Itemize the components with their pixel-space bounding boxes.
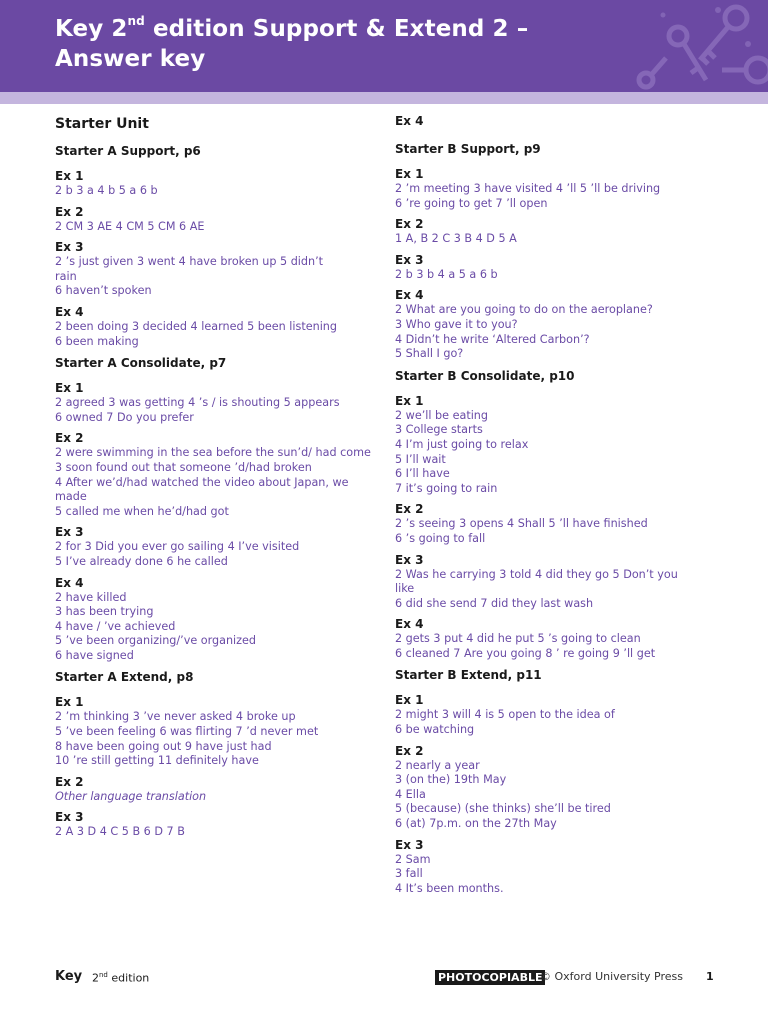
exercise-block: [395, 253, 715, 283]
answer-line: 6 ’re going to get 7 ’ll open: [395, 196, 548, 210]
exercise-title: Ex 2: [55, 431, 84, 446]
answer-line: 3 fall: [395, 867, 423, 881]
page-header: [0, 0, 768, 92]
exercise-block: [55, 381, 380, 425]
unit-title: Starter Unit: [55, 116, 149, 132]
answer-line: 1 A, B 2 C 3 B 4 D 5 A: [395, 232, 517, 246]
exercise-block: [55, 205, 380, 235]
left-sections: [55, 143, 380, 840]
answer-line: 6 I’ll have: [395, 467, 450, 481]
answer-line: 2 ’m thinking 3 ’ve never asked 4 broke up: [55, 710, 296, 724]
answer-line: 6 owned 7 Do you prefer: [55, 410, 194, 424]
exercise-block: [395, 288, 715, 361]
answer-line: 2 we’ll be eating: [395, 408, 489, 422]
answer-line: 2 ’m meeting 3 have visited 4 ’ll 5 ’ll be driving: [395, 182, 661, 195]
answer-line: 3 has been trying: [55, 605, 154, 619]
answer-line: 6 ’s going to fall: [395, 531, 486, 545]
edition-sup: nd: [99, 971, 108, 979]
exercise-block: [55, 775, 380, 805]
section-title: Starter A Extend, p8: [55, 670, 194, 685]
answer-line: 6 be watching: [395, 723, 475, 737]
exercise-title: Ex 4: [395, 617, 424, 632]
exercise-title: Ex 1: [395, 167, 424, 181]
answer-line: Other language translation: [55, 789, 207, 803]
right-sections: [395, 141, 715, 896]
header-strip: [0, 92, 768, 104]
keys-decoration-icon: [618, 0, 768, 92]
answer-line: 4 It’s been months.: [395, 881, 504, 895]
exercise-title: Ex 3: [395, 837, 424, 852]
answer-line: 3 soon found out that someone ’d/had broken: [55, 460, 312, 474]
photocopiable-badge: PHOTOCOPIABLE: [435, 970, 545, 985]
answer-line: rain: [55, 269, 77, 283]
answer-line: 2 agreed 3 was getting 4 ’s / is shouting 5 appears: [55, 396, 340, 410]
edition-num: 2: [92, 971, 99, 985]
answer-line: 2 were swimming in the sea before the sun’d/ had come: [55, 446, 371, 460]
answer-line: 4 After we’d/had watched the video about Japan, we: [55, 475, 349, 489]
exercise-block: [395, 394, 715, 497]
section-title: Starter B Extend, p11: [395, 668, 542, 683]
exercise-title: Ex 1: [55, 695, 84, 710]
answer-line: 4 Didn’t he write ‘Altered Carbon’?: [395, 332, 590, 346]
answer-line: 2 Was he carrying 3 told 4 did they go 5 Don’t you: [395, 567, 678, 581]
title-sup: nd: [127, 14, 145, 28]
exercise-title: Ex 4: [55, 575, 84, 590]
exercise-block: [395, 617, 715, 661]
answer-line: 8 have been going out 9 have just had: [55, 739, 272, 753]
left-column: [55, 114, 380, 846]
answer-line: 5 ’ve been feeling 6 was flirting 7 ’d never met: [55, 725, 319, 739]
exercise-block: [395, 693, 715, 737]
edition-text: edition: [107, 971, 150, 985]
exercise-title: Ex 1: [395, 393, 424, 408]
answer-line: 2 ’s just given 3 went 4 have broken up 5 didn’t: [55, 255, 324, 269]
answer-line: 2 nearly a year: [395, 758, 480, 772]
exercise-title: Ex 2: [395, 743, 424, 758]
answer-line: 4 Ella: [395, 787, 426, 801]
exercise-block: [395, 114, 715, 129]
answer-line: 5 ’ve been organizing/’ve organized: [55, 634, 257, 648]
exercise-block: [395, 744, 715, 832]
exercise-block: [395, 167, 715, 211]
exercise-block: [395, 838, 715, 897]
exercise-block: [395, 217, 715, 247]
answer-line: 5 (because) (she thinks) she’ll be tired: [395, 802, 611, 816]
answer-line: 6 cleaned 7 Are you going 8 ’ re going 9 ’ll get: [395, 646, 656, 660]
section-title: Starter A Consolidate, p7: [55, 356, 227, 371]
answer-line: 2 Sam: [395, 852, 431, 866]
answer-line: 3 (on the) 19th May: [395, 773, 507, 787]
answer-line: 10 ’re still getting 11 definitely have: [55, 754, 259, 768]
answer-line: 3 College starts: [395, 423, 483, 437]
answer-line: 2 What are you going to do on the aeroplane?: [395, 303, 653, 317]
answer-line: 5 Shall I go?: [395, 347, 464, 361]
exercise-title: Ex 4: [395, 114, 424, 128]
page-number: 1: [706, 970, 714, 983]
answer-line: 2 gets 3 put 4 did he put 5 ’s going to clean: [395, 632, 641, 646]
section-title: Starter A Support, p6: [55, 144, 201, 158]
answer-line: 6 been making: [55, 334, 139, 348]
exercise-title: Ex 4: [395, 288, 424, 303]
exercise-title: Ex 1: [55, 381, 84, 396]
answer-line: 4 I’m just going to relax: [395, 437, 529, 451]
exercise-block: [55, 240, 380, 299]
copyright-text: © Oxford University Press: [540, 970, 684, 983]
answer-line: 5 I’ve already done 6 he called: [55, 554, 228, 568]
exercise-title: Ex 3: [395, 552, 424, 567]
exercise-title: Ex 2: [395, 217, 424, 232]
answer-line: 5 I’ll wait: [395, 452, 446, 466]
page-title: [55, 14, 528, 74]
exercise-block: [55, 525, 380, 569]
answer-line: 2 b 3 a 4 b 5 a 6 b: [55, 184, 158, 197]
answer-line: 3 Who gave it to you?: [395, 317, 518, 331]
exercise-block: [55, 810, 380, 840]
exercise-block: [395, 502, 715, 546]
page-footer: [0, 966, 768, 990]
answer-line: 2 for 3 Did you ever go sailing 4 I’ve visited: [55, 540, 300, 554]
footer-key: Key: [55, 969, 83, 984]
exercise-title: Ex 2: [55, 774, 84, 789]
exercise-title: Ex 2: [55, 204, 84, 219]
right-column: [395, 114, 715, 902]
title-line2: Answer key: [55, 46, 206, 72]
footer-edition: [92, 971, 149, 985]
exercise-title: Ex 2: [395, 502, 424, 517]
answer-line: 2 b 3 b 4 a 5 a 6 b: [395, 267, 498, 281]
answer-line: like: [395, 582, 415, 596]
answer-line: 2 ’s seeing 3 opens 4 Shall 5 ’ll have finished: [395, 517, 648, 531]
exercise-block: [55, 169, 380, 199]
exercise-block: [395, 553, 715, 612]
answer-line: 2 CM 3 AE 4 CM 5 CM 6 AE: [55, 219, 205, 233]
exercise-title: Ex 3: [55, 240, 84, 255]
answer-line: made: [55, 490, 87, 504]
answer-line: 6 (at) 7p.m. on the 27th May: [395, 817, 557, 831]
exercise-title: Ex 4: [55, 304, 84, 319]
exercise-block: [55, 305, 380, 349]
answer-line: 5 called me when he’d/had got: [55, 504, 229, 518]
answer-line: 2 A 3 D 4 C 5 B 6 D 7 B: [55, 825, 185, 839]
exercise-title: Ex 3: [55, 525, 84, 540]
exercise-block: [55, 695, 380, 768]
answer-line: 6 haven’t spoken: [55, 284, 152, 298]
answer-line: 6 have signed: [55, 648, 134, 662]
answer-line: 6 did she send 7 did they last wash: [395, 596, 594, 610]
answer-line: 7 it’s going to rain: [395, 481, 498, 495]
answer-line: 2 have killed: [55, 590, 127, 604]
exercise-title: Ex 1: [395, 693, 424, 708]
exercise-title: Ex 3: [395, 252, 424, 267]
section-title: Starter B Consolidate, p10: [395, 368, 575, 383]
answer-line: 4 have / ’ve achieved: [55, 619, 176, 633]
answer-line: 2 might 3 will 4 is 5 open to the idea of: [395, 708, 615, 722]
answer-line: 2 been doing 3 decided 4 learned 5 been listening: [55, 319, 337, 333]
title-part2: edition Support & Extend 2 –: [144, 16, 529, 42]
exercise-title: Ex 1: [55, 169, 84, 183]
section-title: Starter B Support, p9: [395, 142, 541, 156]
title-part1: Key 2: [55, 16, 128, 42]
exercise-title: Ex 3: [55, 810, 84, 825]
exercise-block: [55, 431, 380, 519]
exercise-block: [55, 576, 380, 664]
